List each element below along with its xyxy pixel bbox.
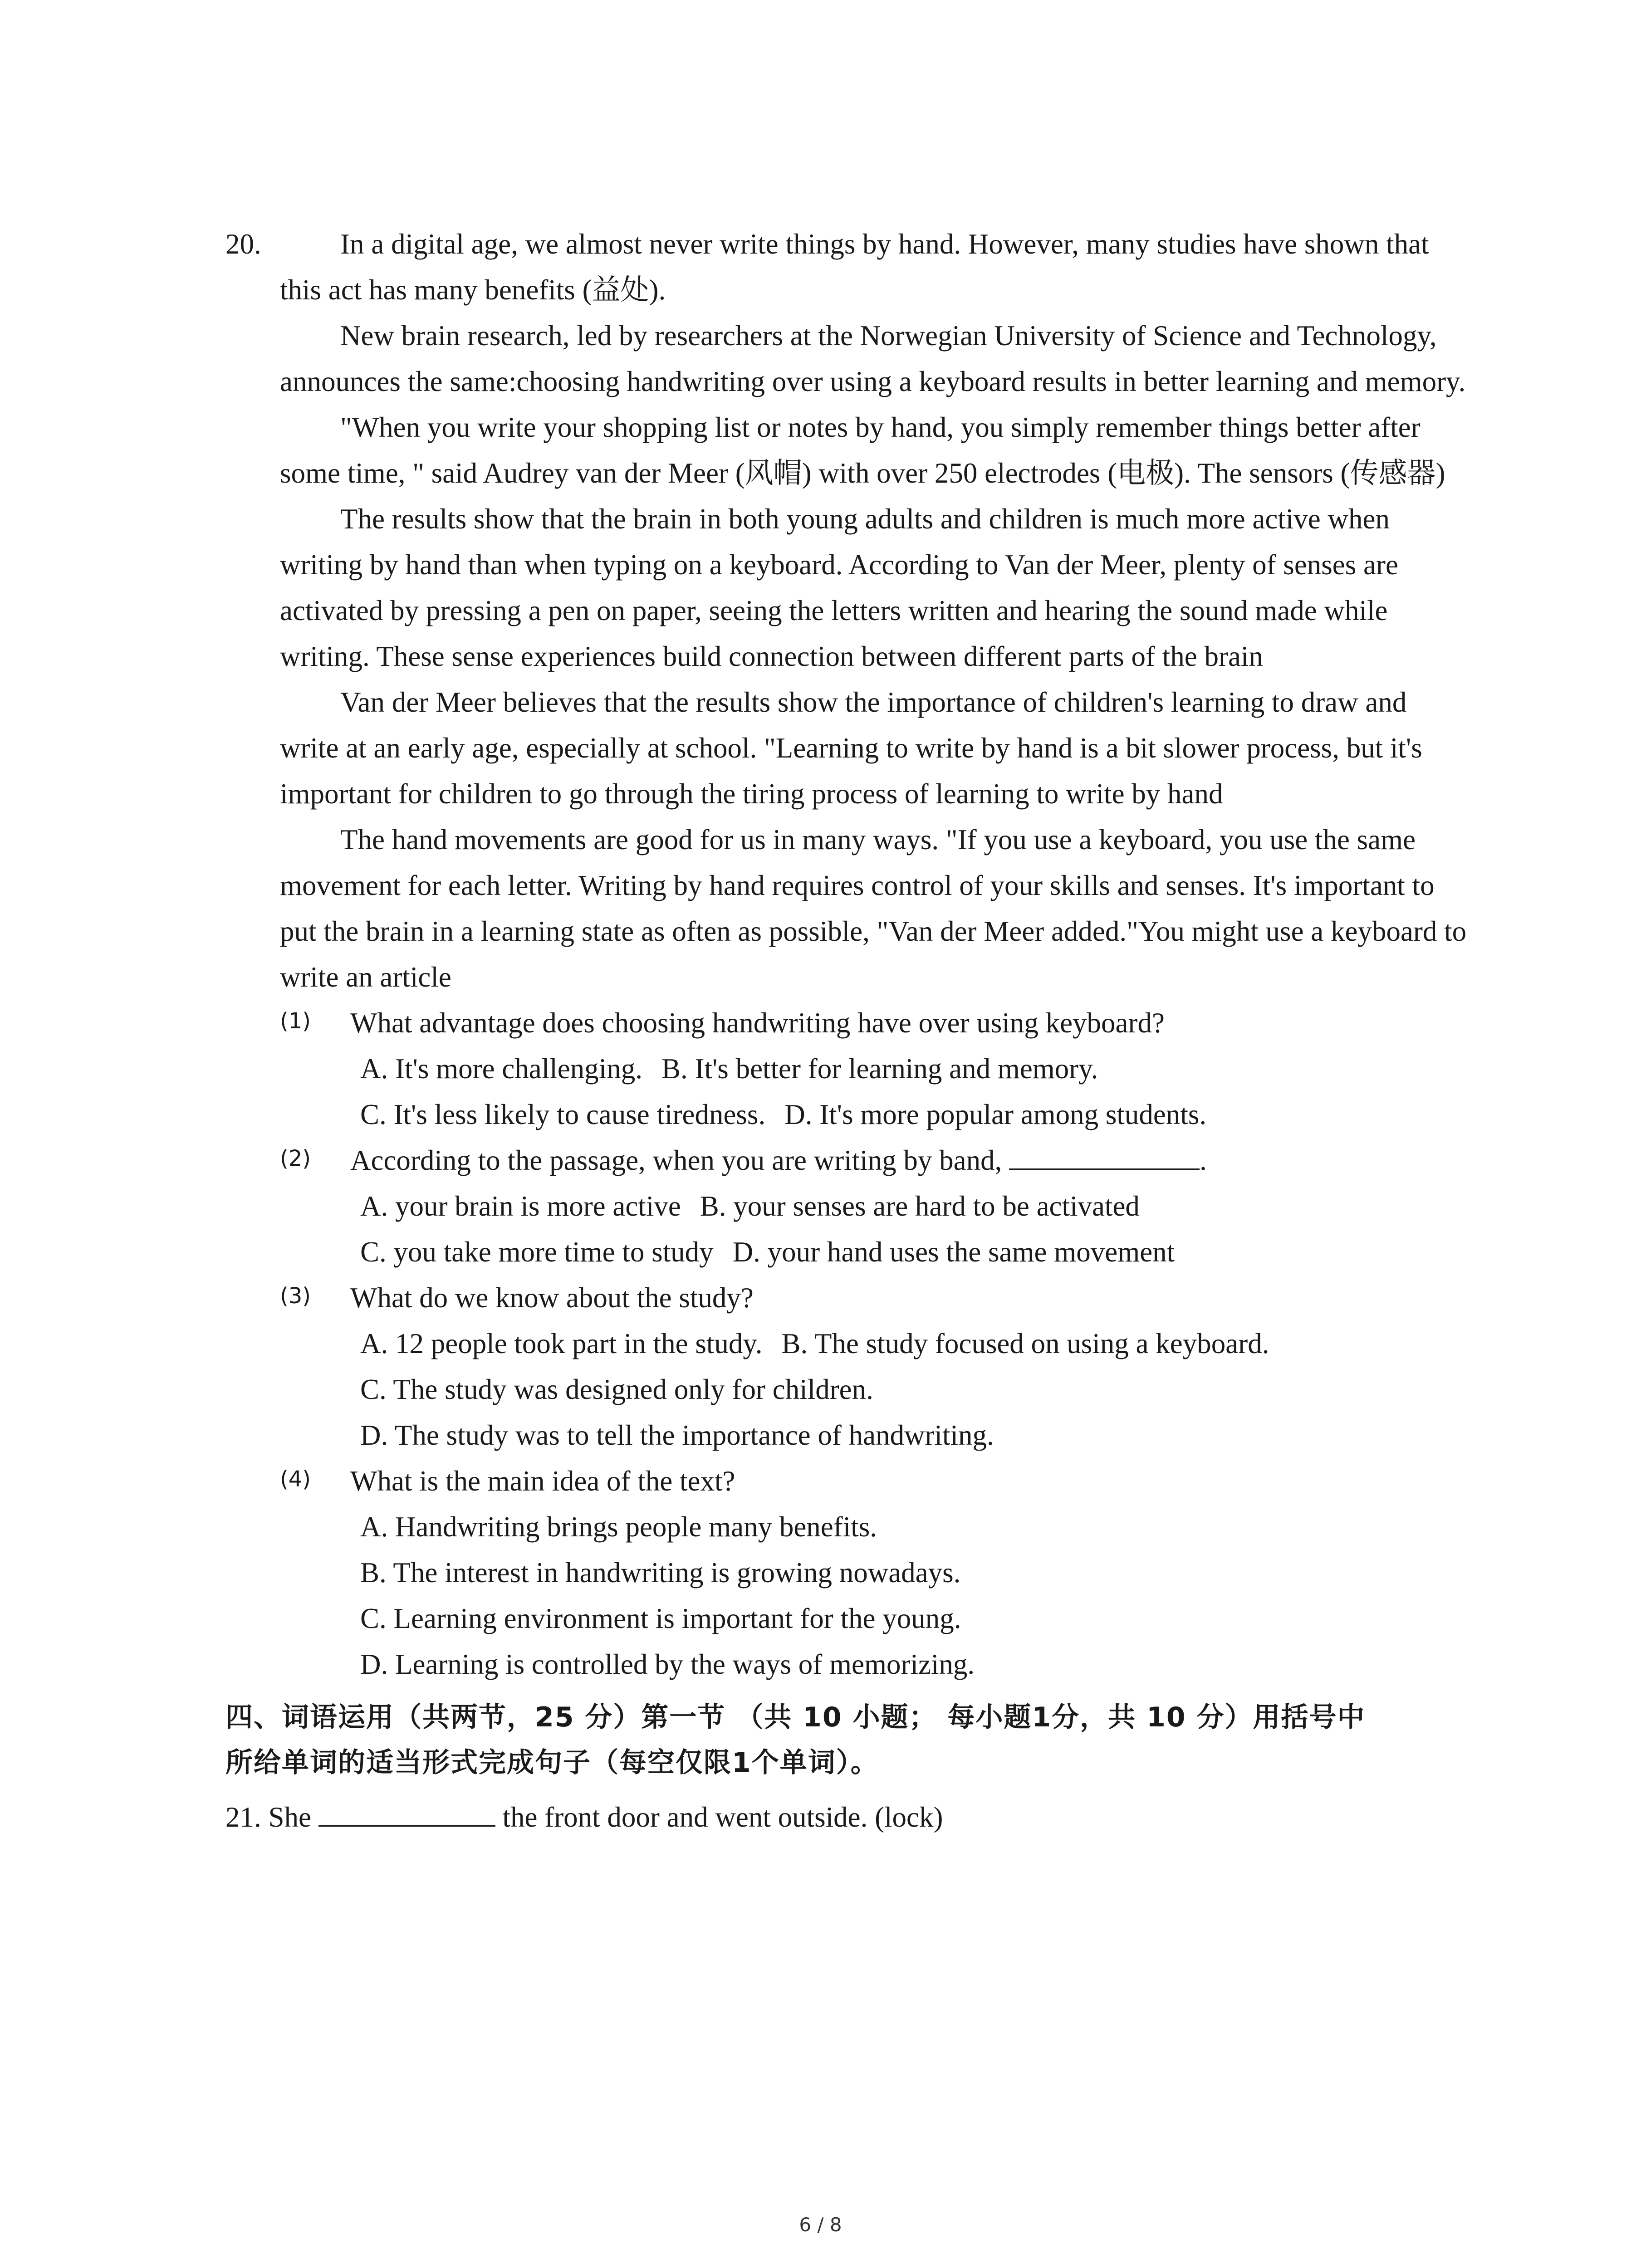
option-a[interactable]: A. Handwriting brings people many benefits. bbox=[360, 1511, 877, 1543]
passage-paragraph: The results show that the brain in both young adults and children is much more active when writing by hand than when typing on a keyboard. According to Van der Meer, plenty of senses are activated by pressing a pen on paper, seeing the letters written and hearing the sound made while writing. These sense experiences build connection between different parts of the brain bbox=[280, 503, 1398, 672]
subquestion-text: According to the passage, when you are writing by band, bbox=[350, 1144, 1002, 1176]
subquestion-text: What do we know about the study? bbox=[350, 1282, 754, 1314]
answer-blank[interactable] bbox=[318, 1796, 495, 1827]
option-c[interactable]: C. you take more time to study bbox=[360, 1236, 714, 1268]
passage-paragraph: New brain research, led by researchers at the Norwegian University of Science and Technology, announces the same:choosing handwriting over using a keyboard results in better learning and memory. bbox=[280, 320, 1466, 397]
option-line bbox=[360, 1596, 1469, 1642]
option-a[interactable]: A. It's more challenging. bbox=[360, 1053, 642, 1085]
option-line bbox=[360, 1229, 1469, 1275]
passage-paragraph: In a digital age, we almost never write things by hand. However, many studies have shown that this act has many benefits (益处). bbox=[280, 228, 1429, 306]
option-c[interactable]: C. The study was designed only for children. bbox=[360, 1374, 873, 1405]
option-line bbox=[360, 1092, 1469, 1138]
passage-paragraph: Van der Meer believes that the results show the importance of children's learning to draw and write at an early age, especially at school. "Learning to write by hand is a bit slower process, but it's important for children to go through the tiring process of learning to write by hand bbox=[280, 686, 1422, 810]
subquestion-3 bbox=[280, 1275, 1469, 1458]
answer-blank[interactable] bbox=[1009, 1139, 1200, 1170]
option-line bbox=[360, 1642, 1469, 1687]
subquestion-1 bbox=[280, 1000, 1469, 1138]
option-line bbox=[360, 1183, 1469, 1229]
section-heading bbox=[225, 1695, 1469, 1785]
option-c[interactable]: C. It's less likely to cause tiredness. bbox=[360, 1099, 766, 1130]
passage-paragraph: "When you write your shopping list or notes by hand, you simply remember things better after some time, " said Audrey van der Meer (风帽) with over 250 electrodes (电极). The sensors (传感器) bbox=[280, 411, 1445, 489]
option-c[interactable]: C. Learning environment is important for the young. bbox=[360, 1603, 961, 1634]
question-number: 20. bbox=[225, 228, 261, 260]
option-d[interactable]: D. It's more popular among students. bbox=[784, 1099, 1207, 1130]
subquestion-4 bbox=[280, 1458, 1469, 1687]
option-line bbox=[360, 1550, 1469, 1596]
option-line bbox=[360, 1321, 1469, 1367]
option-b[interactable]: B. The interest in handwriting is growing nowadays. bbox=[360, 1557, 961, 1589]
subquestion-number: (1) bbox=[280, 1008, 311, 1034]
passage-paragraph: The hand movements are good for us in many ways. "If you use a keyboard, you use the same movement for each letter. Writing by hand requires control of your skills and senses. It's important to put the brain in a learning state as often as possible, "Van der Meer added."You might use a keyboard to write an article bbox=[280, 824, 1467, 993]
sentence-end: the front door and went outside. (lock) bbox=[502, 1801, 943, 1833]
subquestion-number: (2) bbox=[280, 1146, 311, 1171]
option-a[interactable]: A. your brain is more active bbox=[360, 1190, 681, 1222]
subquestion-number: (4) bbox=[280, 1466, 311, 1492]
option-a[interactable]: A. 12 people took part in the study. bbox=[360, 1328, 763, 1359]
subquestion-text: What is the main idea of the text? bbox=[350, 1465, 735, 1497]
section-heading-line-2: 所给单词的适当形式完成句子（每空仅限1个单词）。 bbox=[225, 1747, 879, 1779]
option-d[interactable]: D. The study was to tell the importance of handwriting. bbox=[360, 1419, 994, 1451]
option-line bbox=[360, 1367, 1469, 1413]
sentence-start: She bbox=[268, 1801, 311, 1833]
option-line bbox=[360, 1046, 1469, 1092]
option-b[interactable]: B. your senses are hard to be activated bbox=[700, 1190, 1140, 1222]
option-line bbox=[360, 1413, 1469, 1458]
option-b[interactable]: B. It's better for learning and memory. bbox=[661, 1053, 1098, 1085]
option-line bbox=[360, 1504, 1469, 1550]
subquestion-2 bbox=[280, 1138, 1469, 1275]
option-d[interactable]: D. your hand uses the same movement bbox=[732, 1236, 1175, 1268]
subquestion-text-line bbox=[350, 1138, 1469, 1183]
option-b[interactable]: B. The study focused on using a keyboard. bbox=[781, 1328, 1269, 1359]
question-21 bbox=[225, 1794, 1469, 1840]
option-d[interactable]: D. Learning is controlled by the ways of memorizing. bbox=[360, 1648, 975, 1680]
page-number: 6 / 8 bbox=[799, 2214, 842, 2236]
question-number: 21. bbox=[225, 1801, 261, 1833]
subquestion-text: What advantage does choosing handwriting have over using keyboard? bbox=[350, 1007, 1165, 1039]
subquestion-text-end: . bbox=[1200, 1144, 1207, 1176]
reading-passage bbox=[280, 221, 1469, 1000]
page-content bbox=[225, 221, 1469, 1840]
section-heading-line-1: 四、词语运用（共两节，25 分）第一节 （共 10 小题； 每小题1分，共 10 分）用括号中 bbox=[225, 1701, 1366, 1733]
question-20 bbox=[225, 221, 1469, 1000]
subquestion-number: (3) bbox=[280, 1283, 311, 1309]
